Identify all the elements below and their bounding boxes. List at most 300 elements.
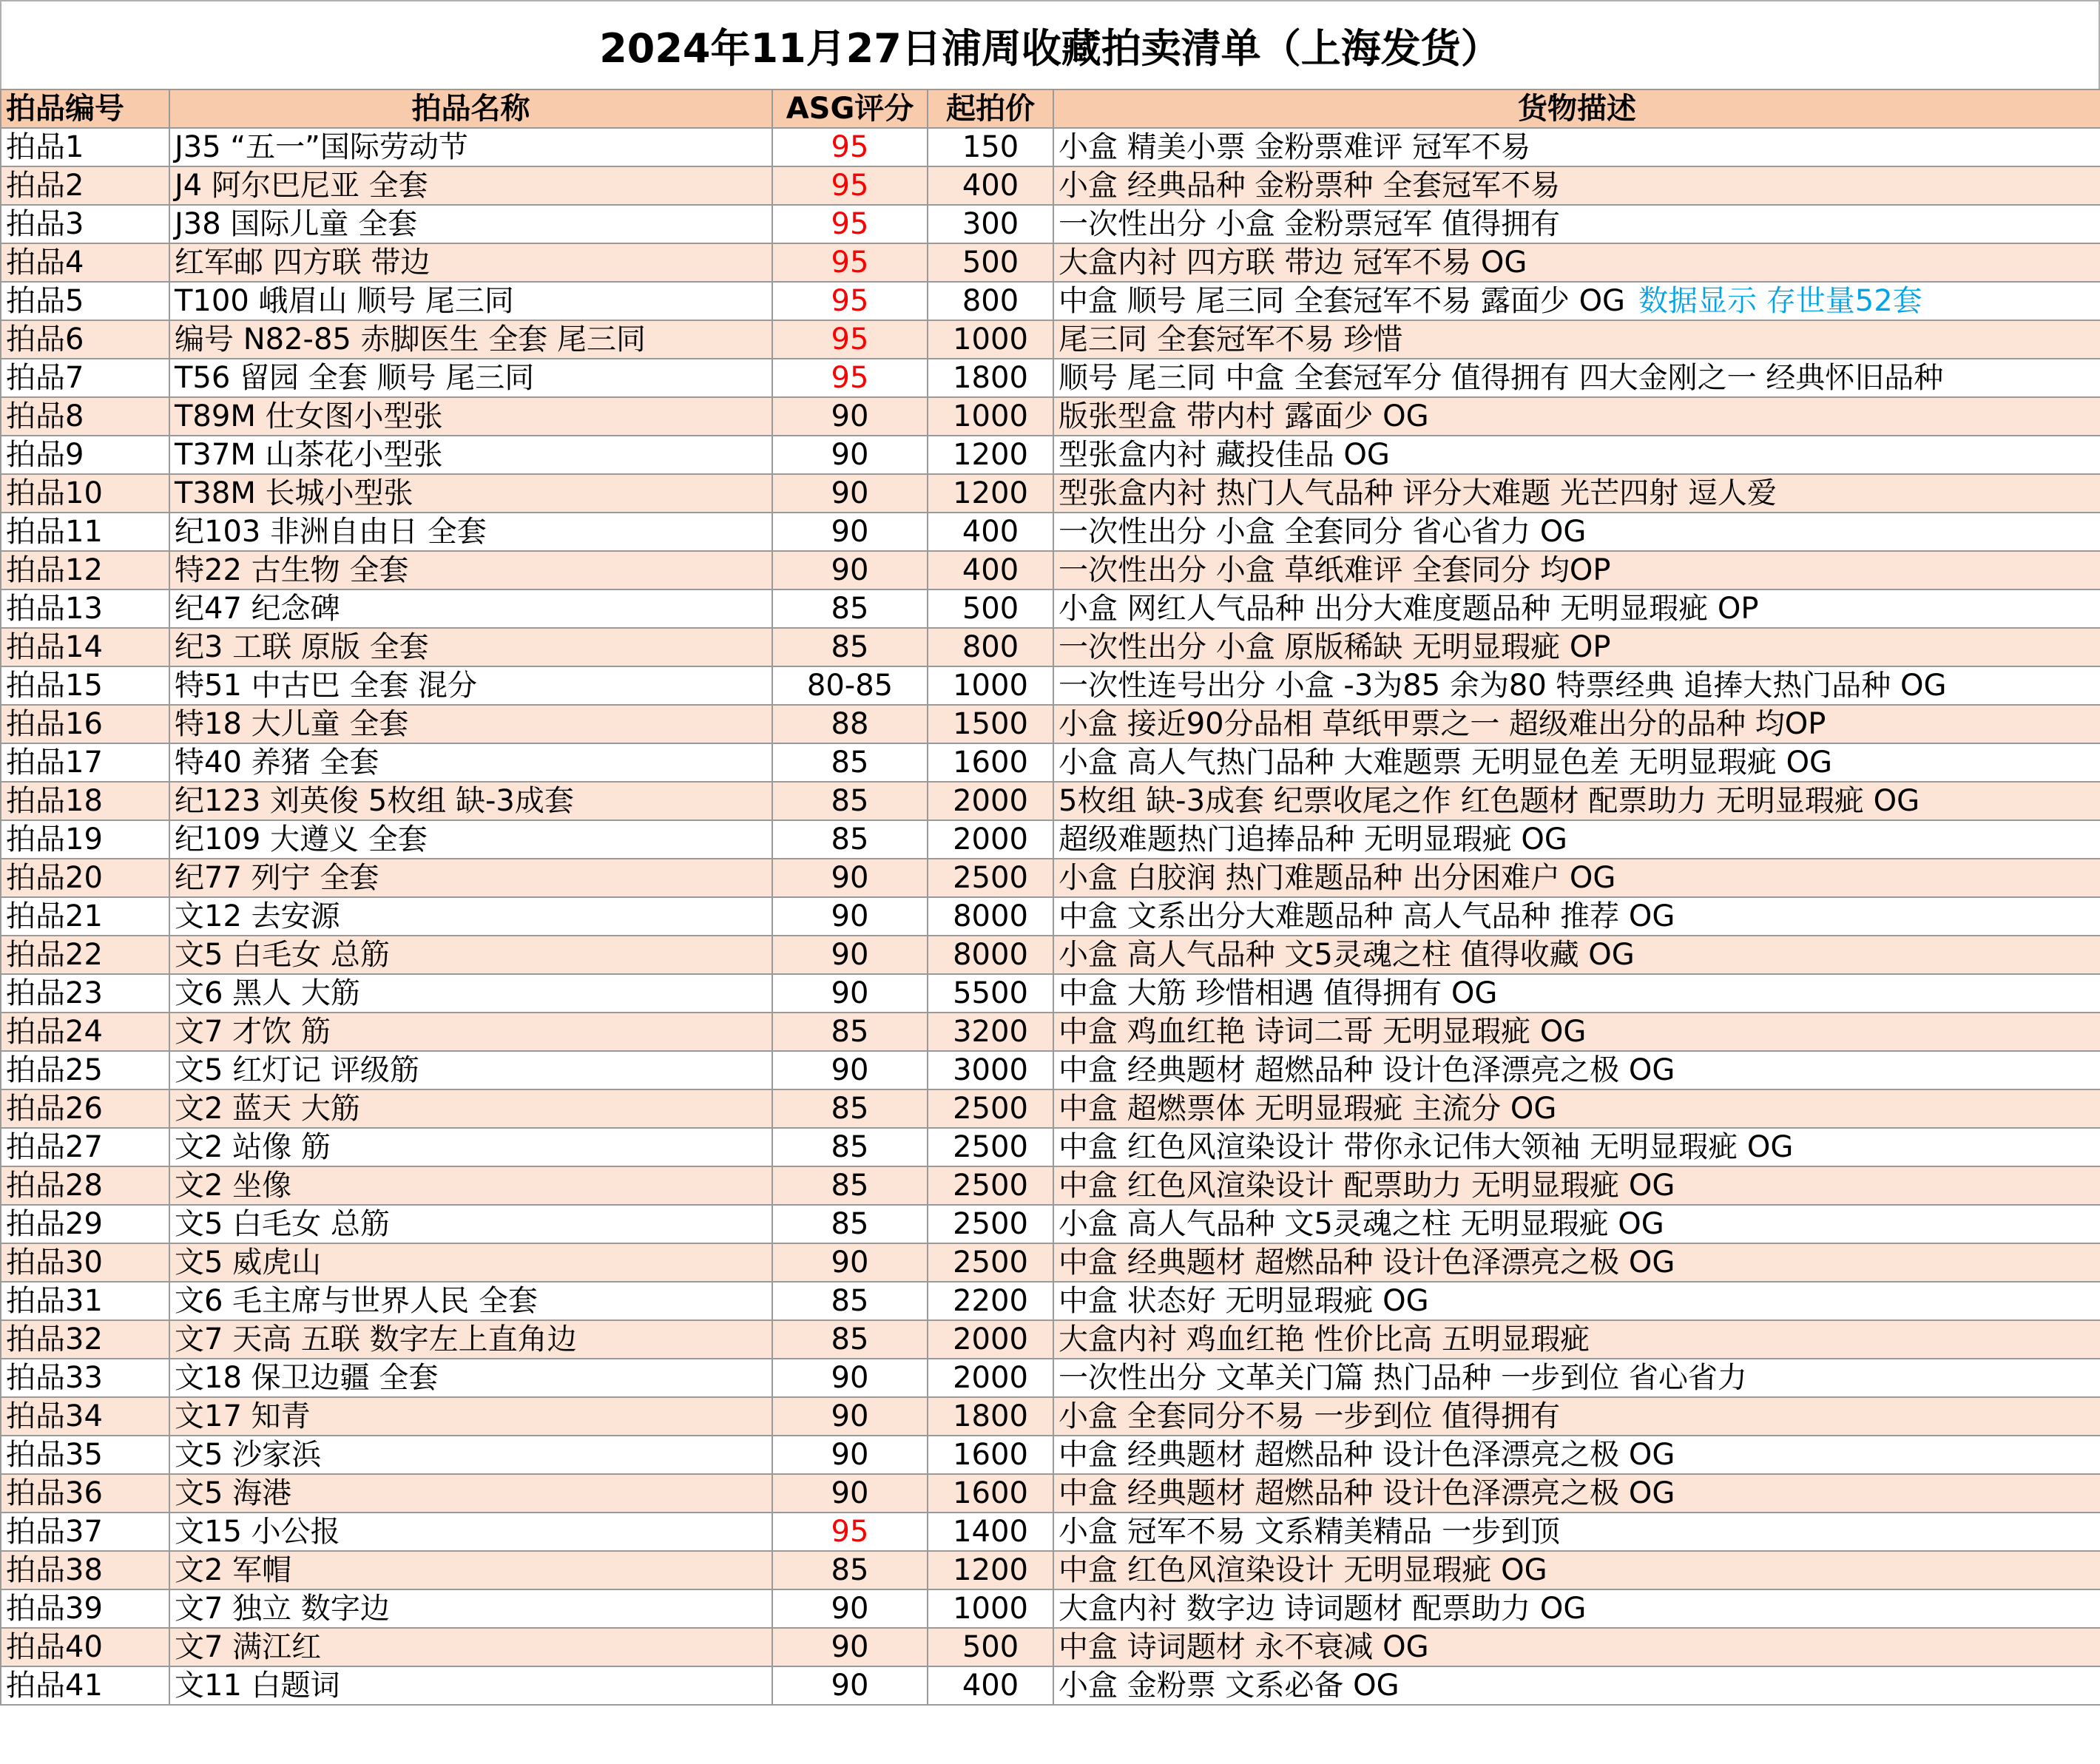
- cell-price[interactable]: [928, 1282, 1053, 1320]
- cell-name[interactable]: [169, 1282, 772, 1320]
- cell-score[interactable]: [772, 705, 928, 743]
- cell-desc[interactable]: [1053, 282, 2100, 320]
- cell-id[interactable]: [1, 1205, 169, 1243]
- cell-name[interactable]: [169, 1397, 772, 1436]
- cell-desc[interactable]: [1053, 936, 2100, 974]
- cell-name[interactable]: [169, 782, 772, 820]
- cell-name-text: 文6 毛主席与世界人民 全套: [175, 1284, 538, 1318]
- cell-desc[interactable]: [1053, 474, 2100, 513]
- cell-price[interactable]: [928, 589, 1053, 628]
- cell-id-text: 拍品9: [6, 438, 84, 472]
- cell-id[interactable]: [1, 205, 169, 243]
- cell-score[interactable]: [772, 974, 928, 1013]
- cell-desc-text: 中盒 超燃票体 无明显瑕疵 主流分 OG: [1059, 1092, 1557, 1126]
- cell-score[interactable]: [772, 1359, 928, 1397]
- cell-id-text: 拍品18: [6, 784, 103, 818]
- cell-id-text: 拍品8: [6, 399, 84, 433]
- cell-name[interactable]: [169, 589, 772, 628]
- cell-name[interactable]: [169, 628, 772, 666]
- cell-score-text: 90: [831, 399, 869, 433]
- cell-score[interactable]: [772, 474, 928, 513]
- cell-price[interactable]: [928, 974, 1053, 1013]
- cell-price[interactable]: [928, 666, 1053, 705]
- cell-id[interactable]: [1, 936, 169, 974]
- table-row: [1, 1243, 2100, 1282]
- cell-score[interactable]: [772, 436, 928, 474]
- cell-price[interactable]: [928, 513, 1053, 551]
- cell-price[interactable]: [928, 436, 1053, 474]
- cell-score[interactable]: [772, 359, 928, 397]
- cell-price[interactable]: [928, 1051, 1053, 1089]
- cell-name[interactable]: [169, 1243, 772, 1282]
- cell-price[interactable]: [928, 1589, 1053, 1628]
- cell-desc-text: 型张盒内衬 热门人气品种 评分大难题 光芒四射 逗人爱: [1059, 476, 1777, 510]
- cell-price[interactable]: [928, 1666, 1053, 1705]
- cell-score[interactable]: [772, 1589, 928, 1628]
- cell-price-text: 1600: [953, 746, 1028, 780]
- cell-name[interactable]: [169, 1359, 772, 1397]
- header-score[interactable]: ASG评分: [772, 89, 928, 128]
- table-row: [1, 1089, 2100, 1128]
- cell-score[interactable]: [772, 859, 928, 897]
- table-row: [1, 128, 2100, 166]
- cell-price[interactable]: [928, 936, 1053, 974]
- cell-score[interactable]: [772, 666, 928, 705]
- table-row: [1, 282, 2100, 320]
- cell-id-text: 拍品7: [6, 361, 84, 395]
- cell-id[interactable]: [1, 1051, 169, 1089]
- table-row: [1, 589, 2100, 628]
- cell-id[interactable]: [1, 743, 169, 782]
- cell-name[interactable]: [169, 705, 772, 743]
- table-row: [1, 666, 2100, 705]
- cell-score-text: 95: [831, 361, 869, 395]
- cell-name[interactable]: [169, 897, 772, 936]
- cell-name-text: T37M 山茶花小型张: [175, 438, 443, 472]
- cell-score-text: 85: [831, 1553, 869, 1587]
- cell-price[interactable]: [928, 243, 1053, 282]
- cell-id-text: 拍品3: [6, 207, 84, 241]
- header-name[interactable]: 拍品名称: [169, 89, 772, 128]
- cell-id[interactable]: [1, 628, 169, 666]
- cell-name-text: 文5 红灯记 评级筋: [175, 1053, 419, 1087]
- cell-score[interactable]: [772, 1051, 928, 1089]
- cell-id[interactable]: [1, 1128, 169, 1166]
- cell-desc[interactable]: [1053, 1051, 2100, 1089]
- cell-score[interactable]: [772, 397, 928, 436]
- cell-price[interactable]: [928, 1474, 1053, 1513]
- cell-name[interactable]: [169, 1089, 772, 1128]
- cell-id[interactable]: [1, 551, 169, 589]
- cell-desc[interactable]: [1053, 782, 2100, 820]
- cell-name-text: 文5 威虎山: [175, 1246, 322, 1280]
- cell-name-text: 文11 白题词: [175, 1669, 340, 1703]
- cell-score-text: 80-85: [806, 669, 894, 703]
- cell-desc[interactable]: [1053, 1282, 2100, 1320]
- cell-name-text: 纪3 工联 原版 全套: [175, 630, 429, 664]
- cell-score[interactable]: [772, 128, 928, 166]
- cell-score[interactable]: [772, 1128, 928, 1166]
- cell-price[interactable]: [928, 1013, 1053, 1051]
- cell-price[interactable]: [928, 128, 1053, 166]
- cell-desc-text: 中盒 诗词题材 永不衰减 OG: [1059, 1630, 1429, 1664]
- cell-price[interactable]: [928, 474, 1053, 513]
- table-row: [1, 166, 2100, 205]
- cell-score[interactable]: [772, 936, 928, 974]
- cell-desc[interactable]: [1053, 1128, 2100, 1166]
- cell-name[interactable]: [169, 551, 772, 589]
- cell-price[interactable]: [928, 359, 1053, 397]
- cell-desc[interactable]: [1053, 436, 2100, 474]
- cell-desc[interactable]: [1053, 1205, 2100, 1243]
- cell-id[interactable]: [1, 282, 169, 320]
- cell-price[interactable]: [928, 397, 1053, 436]
- cell-price-text: 3200: [953, 1015, 1028, 1049]
- cell-name[interactable]: [169, 282, 772, 320]
- cell-price-text: 5500: [953, 976, 1028, 1010]
- cell-score[interactable]: [772, 1474, 928, 1513]
- cell-name[interactable]: [169, 1128, 772, 1166]
- cell-price-text: 2000: [953, 822, 1028, 856]
- cell-price[interactable]: [928, 1397, 1053, 1436]
- cell-name[interactable]: [169, 397, 772, 436]
- cell-desc-text: 小盒 接近90分品相 草纸甲票之一 超级难出分的品种 均OP: [1059, 707, 1826, 741]
- cell-desc-text: 一次性连号出分 小盒 -3为85 余为80 特票经典 追捧大热门品种 OG: [1059, 669, 1947, 703]
- cell-price[interactable]: [928, 1551, 1053, 1589]
- cell-desc-text: 中盒 红色风渲染设计 配票助力 无明显瑕疵 OG: [1059, 1169, 1675, 1203]
- cell-price[interactable]: [928, 705, 1053, 743]
- cell-price[interactable]: [928, 282, 1053, 320]
- cell-score-text: 95: [831, 284, 869, 318]
- cell-score[interactable]: [772, 1205, 928, 1243]
- cell-score[interactable]: [772, 1166, 928, 1205]
- cell-price-text: 2500: [953, 1130, 1028, 1164]
- cell-desc[interactable]: [1053, 128, 2100, 166]
- cell-name-text: J4 阿尔巴尼亚 全套: [175, 169, 428, 203]
- cell-name[interactable]: [169, 1166, 772, 1205]
- cell-score[interactable]: [772, 282, 928, 320]
- cell-desc[interactable]: [1053, 1243, 2100, 1282]
- cell-price[interactable]: [928, 166, 1053, 205]
- cell-price[interactable]: [928, 820, 1053, 859]
- cell-score[interactable]: [772, 1666, 928, 1705]
- cell-id-text: 拍品36: [6, 1476, 103, 1510]
- cell-price-text: 2000: [953, 1361, 1028, 1395]
- cell-score-text: 90: [831, 1476, 869, 1510]
- cell-id-text: 拍品40: [6, 1630, 103, 1664]
- cell-score-text: 90: [831, 515, 869, 549]
- cell-name[interactable]: [169, 1513, 772, 1551]
- cell-score-text: 85: [831, 822, 869, 856]
- cell-score-text: 90: [831, 861, 869, 895]
- cell-desc-highlight: 数据显示 存世量52套: [1638, 284, 1922, 318]
- cell-id[interactable]: [1, 782, 169, 820]
- cell-name[interactable]: [169, 1436, 772, 1474]
- cell-desc[interactable]: [1053, 1628, 2100, 1666]
- cell-price-text: 1500: [953, 707, 1028, 741]
- cell-score[interactable]: [772, 513, 928, 551]
- cell-score[interactable]: [772, 551, 928, 589]
- cell-id[interactable]: [1, 1089, 169, 1128]
- table-row: [1, 359, 2100, 397]
- cell-desc[interactable]: [1053, 897, 2100, 936]
- cell-desc[interactable]: [1053, 243, 2100, 282]
- cell-score[interactable]: [772, 589, 928, 628]
- cell-name[interactable]: [169, 1551, 772, 1589]
- cell-name[interactable]: [169, 1589, 772, 1628]
- cell-id-text: 拍品12: [6, 553, 103, 587]
- table-row: [1, 205, 2100, 243]
- cell-id[interactable]: [1, 1666, 169, 1705]
- table-body: [1, 128, 2100, 1705]
- cell-name[interactable]: [169, 1474, 772, 1513]
- cell-desc[interactable]: [1053, 397, 2100, 436]
- cell-id[interactable]: [1, 666, 169, 705]
- cell-id[interactable]: [1, 1513, 169, 1551]
- table-row: [1, 1205, 2100, 1243]
- cell-desc[interactable]: [1053, 320, 2100, 359]
- cell-score-text: 90: [831, 1630, 869, 1664]
- cell-id-text: 拍品28: [6, 1169, 103, 1203]
- cell-score-text: 90: [831, 1592, 869, 1626]
- cell-score[interactable]: [772, 782, 928, 820]
- cell-desc[interactable]: [1053, 589, 2100, 628]
- cell-id-text: 拍品31: [6, 1284, 103, 1318]
- cell-desc[interactable]: [1053, 1666, 2100, 1705]
- cell-id[interactable]: [1, 166, 169, 205]
- cell-id[interactable]: [1, 359, 169, 397]
- cell-name[interactable]: [169, 1205, 772, 1243]
- cell-price[interactable]: [928, 205, 1053, 243]
- cell-name[interactable]: [169, 820, 772, 859]
- cell-desc[interactable]: [1053, 1551, 2100, 1589]
- cell-name-text: 文18 保卫边疆 全套: [175, 1361, 439, 1395]
- cell-desc[interactable]: [1053, 1359, 2100, 1397]
- cell-score-text: 85: [831, 1092, 869, 1126]
- cell-id[interactable]: [1, 397, 169, 436]
- table-row: [1, 936, 2100, 974]
- cell-name[interactable]: [169, 166, 772, 205]
- cell-desc[interactable]: [1053, 513, 2100, 551]
- cell-name-text: 特22 古生物 全套: [175, 553, 409, 587]
- cell-id[interactable]: [1, 243, 169, 282]
- cell-id[interactable]: [1, 1320, 169, 1359]
- cell-id[interactable]: [1, 1589, 169, 1628]
- cell-price[interactable]: [928, 743, 1053, 782]
- table-row: [1, 705, 2100, 743]
- cell-desc[interactable]: [1053, 1013, 2100, 1051]
- cell-name[interactable]: [169, 243, 772, 282]
- cell-id-text: 拍品38: [6, 1553, 103, 1587]
- cell-desc[interactable]: [1053, 1589, 2100, 1628]
- cell-score[interactable]: [772, 1089, 928, 1128]
- cell-name[interactable]: [169, 1051, 772, 1089]
- cell-score[interactable]: [772, 243, 928, 282]
- cell-desc[interactable]: [1053, 205, 2100, 243]
- cell-name[interactable]: [169, 743, 772, 782]
- cell-name[interactable]: [169, 1628, 772, 1666]
- cell-score[interactable]: [772, 166, 928, 205]
- cell-desc-text: 中盒 经典题材 超燃品种 设计色泽漂亮之极 OG: [1059, 1246, 1675, 1280]
- cell-name[interactable]: [169, 1666, 772, 1705]
- cell-id-text: 拍品10: [6, 476, 103, 510]
- cell-score[interactable]: [772, 820, 928, 859]
- cell-name[interactable]: [169, 128, 772, 166]
- cell-id[interactable]: [1, 1359, 169, 1397]
- cell-score[interactable]: [772, 205, 928, 243]
- cell-score-text: 90: [831, 1399, 869, 1433]
- cell-price[interactable]: [928, 1628, 1053, 1666]
- cell-name[interactable]: [169, 1320, 772, 1359]
- cell-id[interactable]: [1, 1013, 169, 1051]
- cell-name[interactable]: [169, 320, 772, 359]
- cell-id[interactable]: [1, 1436, 169, 1474]
- cell-name[interactable]: [169, 1013, 772, 1051]
- cell-score[interactable]: [772, 1243, 928, 1282]
- cell-desc[interactable]: [1053, 820, 2100, 859]
- header-desc[interactable]: 货物描述: [1053, 89, 2100, 128]
- cell-name-text: 特40 养猪 全套: [175, 746, 379, 780]
- cell-id[interactable]: [1, 705, 169, 743]
- table-row: [1, 1551, 2100, 1589]
- cell-price[interactable]: [928, 1128, 1053, 1166]
- cell-score[interactable]: [772, 1551, 928, 1589]
- cell-score[interactable]: [772, 628, 928, 666]
- cell-name[interactable]: [169, 359, 772, 397]
- cell-price[interactable]: [928, 1089, 1053, 1128]
- cell-desc[interactable]: [1053, 743, 2100, 782]
- cell-desc[interactable]: [1053, 859, 2100, 897]
- cell-desc[interactable]: [1053, 974, 2100, 1013]
- cell-name-text: 文5 白毛女 总筋: [175, 938, 390, 972]
- cell-desc-text: 中盒 经典题材 超燃品种 设计色泽漂亮之极 OG: [1059, 1053, 1675, 1087]
- cell-desc[interactable]: [1053, 628, 2100, 666]
- cell-name[interactable]: [169, 474, 772, 513]
- table-row: [1, 1128, 2100, 1166]
- auction-table: [0, 89, 2100, 1706]
- cell-id-text: 拍品15: [6, 669, 103, 703]
- cell-desc[interactable]: [1053, 705, 2100, 743]
- cell-name[interactable]: [169, 974, 772, 1013]
- cell-score[interactable]: [772, 1628, 928, 1666]
- cell-desc[interactable]: [1053, 1474, 2100, 1513]
- cell-name[interactable]: [169, 859, 772, 897]
- cell-score-text: 85: [831, 1015, 869, 1049]
- cell-desc-text: 一次性出分 小盒 草纸难评 全套同分 均OP: [1059, 553, 1611, 587]
- cell-id-text: 拍品21: [6, 899, 103, 933]
- cell-id[interactable]: [1, 1166, 169, 1205]
- cell-desc[interactable]: [1053, 1166, 2100, 1205]
- table-row: [1, 320, 2100, 359]
- cell-name[interactable]: [169, 205, 772, 243]
- cell-id[interactable]: [1, 974, 169, 1013]
- cell-id[interactable]: [1, 128, 169, 166]
- cell-price[interactable]: [928, 859, 1053, 897]
- cell-score[interactable]: [772, 1282, 928, 1320]
- cell-id[interactable]: [1, 436, 169, 474]
- cell-score[interactable]: [772, 1397, 928, 1436]
- cell-price[interactable]: [928, 1166, 1053, 1205]
- cell-desc-text: 小盒 高人气品种 文5灵魂之柱 值得收藏 OG: [1059, 938, 1635, 972]
- cell-score[interactable]: [772, 897, 928, 936]
- cell-id[interactable]: [1, 897, 169, 936]
- cell-score[interactable]: [772, 320, 928, 359]
- cell-name[interactable]: [169, 436, 772, 474]
- cell-price[interactable]: [928, 628, 1053, 666]
- cell-name-text: 特18 大儿童 全套: [175, 707, 409, 741]
- cell-price[interactable]: [928, 1243, 1053, 1282]
- cell-score[interactable]: [772, 743, 928, 782]
- cell-id-text: 拍品22: [6, 938, 103, 972]
- cell-desc[interactable]: [1053, 666, 2100, 705]
- header-price[interactable]: 起拍价: [928, 89, 1053, 128]
- table-row: [1, 1628, 2100, 1666]
- cell-id[interactable]: [1, 859, 169, 897]
- cell-price[interactable]: [928, 782, 1053, 820]
- cell-price[interactable]: [928, 1205, 1053, 1243]
- cell-score-text: 85: [831, 1207, 869, 1241]
- cell-id[interactable]: [1, 1551, 169, 1589]
- cell-desc-text: 中盒 经典题材 超燃品种 设计色泽漂亮之极 OG: [1059, 1476, 1675, 1510]
- cell-name[interactable]: [169, 513, 772, 551]
- cell-score[interactable]: [772, 1013, 928, 1051]
- cell-id[interactable]: [1, 1243, 169, 1282]
- cell-desc[interactable]: [1053, 1397, 2100, 1436]
- cell-score-text: 90: [831, 1361, 869, 1395]
- cell-name[interactable]: [169, 666, 772, 705]
- cell-id[interactable]: [1, 820, 169, 859]
- cell-desc[interactable]: [1053, 1320, 2100, 1359]
- cell-desc[interactable]: [1053, 1089, 2100, 1128]
- cell-score[interactable]: [772, 1436, 928, 1474]
- cell-price[interactable]: [928, 1513, 1053, 1551]
- cell-id[interactable]: [1, 474, 169, 513]
- cell-desc-text: 小盒 金粉票 文系必备 OG: [1059, 1669, 1400, 1703]
- cell-id[interactable]: [1, 320, 169, 359]
- cell-id[interactable]: [1, 1282, 169, 1320]
- cell-id[interactable]: [1, 513, 169, 551]
- cell-desc-text: 5枚组 缺-3成套 纪票收尾之作 红色题材 配票助力 无明显瑕疵 OG: [1059, 784, 1920, 818]
- cell-price-text: 2500: [953, 861, 1028, 895]
- cell-desc[interactable]: [1053, 1436, 2100, 1474]
- cell-desc[interactable]: [1053, 359, 2100, 397]
- cell-desc[interactable]: [1053, 1513, 2100, 1551]
- cell-id[interactable]: [1, 1628, 169, 1666]
- header-id[interactable]: 拍品编号: [1, 89, 169, 128]
- cell-id[interactable]: [1, 1474, 169, 1513]
- cell-price[interactable]: [928, 1320, 1053, 1359]
- cell-price[interactable]: [928, 320, 1053, 359]
- cell-id[interactable]: [1, 589, 169, 628]
- cell-score[interactable]: [772, 1320, 928, 1359]
- cell-desc[interactable]: [1053, 166, 2100, 205]
- cell-desc[interactable]: [1053, 551, 2100, 589]
- cell-desc-text: 小盒 网红人气品种 出分大难度题品种 无明显瑕疵 OP: [1059, 592, 1759, 626]
- cell-id[interactable]: [1, 1397, 169, 1436]
- cell-price-text: 400: [962, 553, 1019, 587]
- cell-score[interactable]: [772, 1513, 928, 1551]
- cell-price[interactable]: [928, 897, 1053, 936]
- cell-score-text: 85: [831, 1284, 869, 1318]
- cell-name[interactable]: [169, 936, 772, 974]
- cell-price[interactable]: [928, 1436, 1053, 1474]
- cell-price-text: 8000: [953, 938, 1028, 972]
- table-row: [1, 397, 2100, 436]
- cell-name-text: 文2 军帽: [175, 1553, 292, 1587]
- table-row: [1, 551, 2100, 589]
- cell-price[interactable]: [928, 1359, 1053, 1397]
- cell-price[interactable]: [928, 551, 1053, 589]
